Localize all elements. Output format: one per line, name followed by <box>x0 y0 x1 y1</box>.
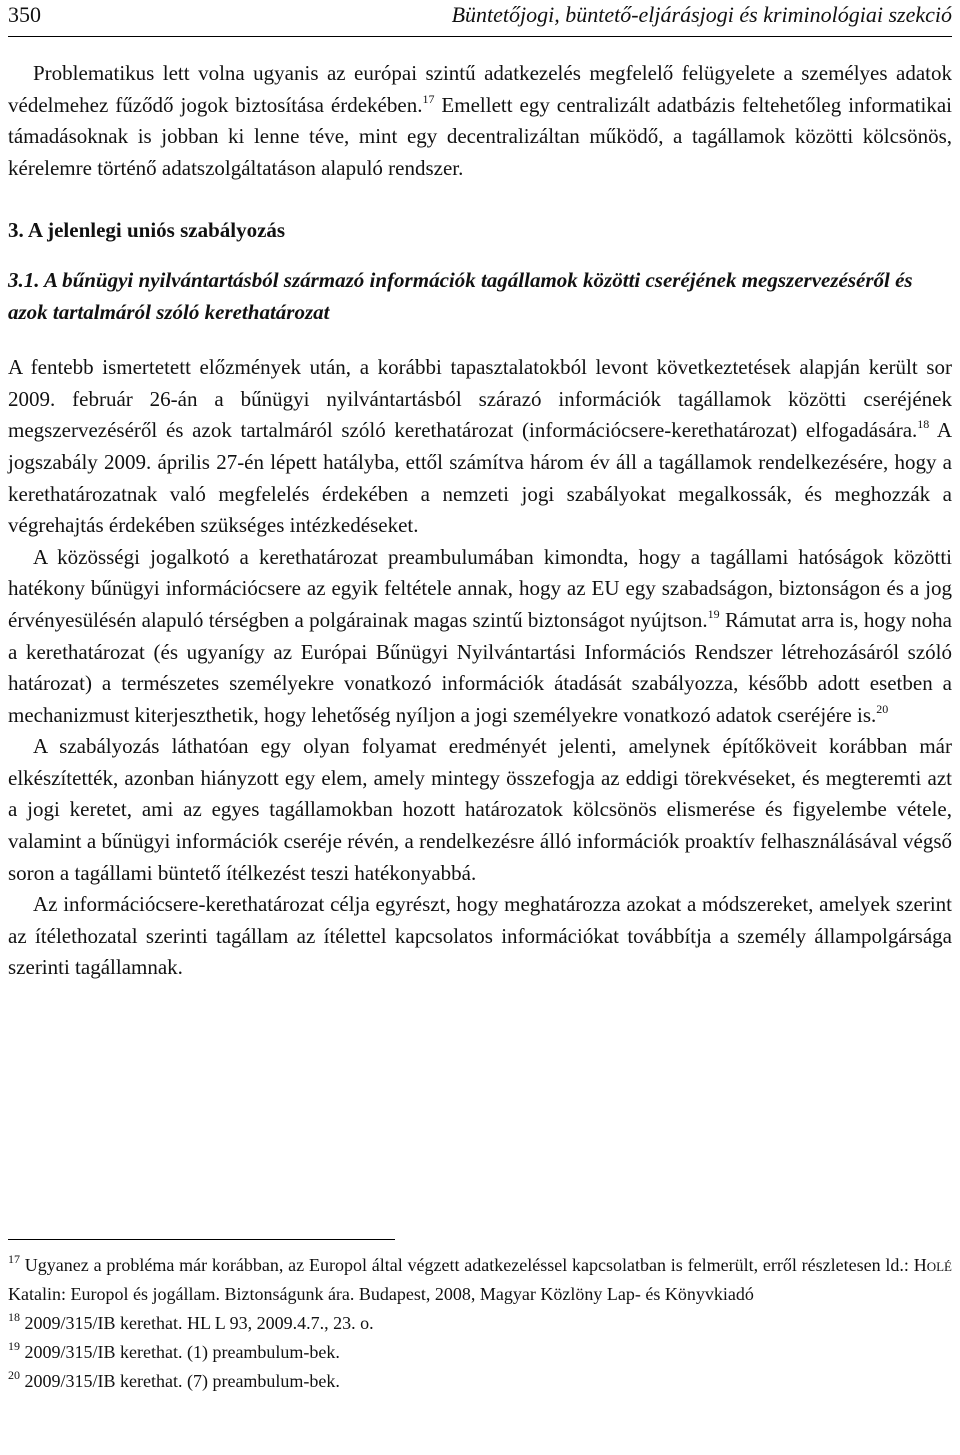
paragraph-2 <box>8 352 952 542</box>
text-span: Problematikus lett volna ugyanis az európai szintű adatkezelés megfelelő felügyelete a személyes adatok védelmehez fűződő jogok biztosítása érdekében. <box>8 61 952 117</box>
running-title: Büntetőjogi, büntető-eljárásjogi és kriminológiai szekció <box>451 2 952 27</box>
text-span: Rámutat arra is, hogy noha a kerethatározat (és ugyanígy az Európai Bűnügyi Nyilvántartási Információs Rendszer létrehozásáról szóló határozat) a természetes személyekre vonatkozó információk átadását szabályozza, később adott esetben a mechanizmust kiterjeszthetik, hogy lehetőség nyíljon a jogi személyekre vonatkozó adatok cseréjére is. <box>8 607 953 727</box>
footnote-ref-18[interactable]: 18 <box>917 417 930 432</box>
text-span: 2009/315/IB kerethat. HL L 93, 2009.4.7., 23. o. <box>20 1313 374 1333</box>
paragraph-4: A szabályozás láthatóan egy olyan folyamat eredményét jelenti, amelynek építőköveit korábban már elkészítették, azonban hiányzott egy elem, amely mintegy összefogja az eddigi törekvéseket, és megteremti azt a jogi keretet, ami az egyes tagállamokban hozott határozatok kölcsönös elismerése és figyelembe vétele, valamint a bűnügyi információk cseréje révén, a rendelkezésre álló információk proaktív felhasználásával végső soron a tagállami büntető ítélkezést teszi hatékonyabbá. <box>8 734 952 885</box>
footnote-number: 19 <box>8 1339 20 1353</box>
paragraph-3 <box>8 542 952 732</box>
text-span: Katalin: Europol és jogállam. Biztonságunk ára. Budapest, 2008, Magyar Közlöny Lap- és Könyvkiadó <box>8 1284 754 1304</box>
footnote-17 <box>8 1251 952 1309</box>
footnote-19 <box>8 1338 952 1367</box>
footnote-number: 20 <box>8 1368 20 1382</box>
subsection-heading: 3.1. A bűnügyi nyilvántartásból származó információk tagállamok közötti cseréjének megszervezéséről és azok tartalmáról szóló kerethatározat <box>8 267 913 324</box>
section-heading: 3. A jelenlegi uniós szabályozás <box>8 218 286 243</box>
text-span: 2009/315/IB kerethat. (7) preambulum-bek. <box>20 1371 340 1391</box>
paragraph-intro <box>8 58 952 184</box>
footnote-divider <box>8 1239 395 1240</box>
footnote-20 <box>8 1367 952 1396</box>
footnote-ref-17[interactable]: 17 <box>422 91 435 106</box>
footnotes <box>8 1251 952 1396</box>
footnote-number: 17 <box>8 1252 20 1266</box>
body-text <box>8 58 952 984</box>
footnote-ref-19[interactable]: 19 <box>707 606 720 621</box>
author-name: Holé <box>913 1255 952 1275</box>
page-number: 350 <box>8 2 41 27</box>
text-span: A jogszabály 2009. április 27-én lépett hatályba, ettől számítva három év áll a tagállamok rendelkezésére, hogy a kerethatározatnak való megfelelés érdekében a nemzeti jogi szabályokat megalkossák, és meghozzák a végrehajtás érdekében szükséges intézkedéseket. <box>8 418 952 538</box>
footnote-ref-20[interactable]: 20 <box>876 701 889 716</box>
page-header <box>8 0 952 37</box>
footnote-18 <box>8 1309 952 1338</box>
footnote-number: 18 <box>8 1310 20 1324</box>
text-span: Ugyanez a probléma már korábban, az Europol által végzett adatkezeléssel kapcsolatban is felmerült, erről részletesen ld.: <box>20 1255 914 1275</box>
text-span: 2009/315/IB kerethat. (1) preambulum-bek. <box>20 1342 340 1362</box>
text-span: A fentebb ismertetett előzmények után, a korábbi tapasztalatokból levont következtetések alapján került sor 2009. február 26-án a bűnügyi nyilvántartásból szárazó információk tagállamok közötti cseréjének megszervezéséről és azok tartalmáról szóló kerethatározat (információcsere-kerethatározat) elfogadására. <box>8 355 952 443</box>
paragraph-5: Az információcsere-kerethatározat célja egyrészt, hogy meghatározza azokat a módszereket, amelyek szerint az ítélethozatal szerinti tagállam az ítélettel kapcsolatos információkat továbbítja a személy állampolgársága szerinti tagállamnak. <box>8 892 952 980</box>
text-span: Emellett egy centralizált adatbázis feltehetőleg informatikai támadásoknak is jobban ki lenne téve, mint egy decentralizáltan működő, a tagállamok közötti kölcsönös, kérelemre történő adatszolgáltatáson alapuló rendszer. <box>8 92 952 180</box>
text-span: A közösségi jogalkotó a kerethatározat preambulumában kimondta, hogy a tagállami hatóságok közötti hatékony bűnügyi információcsere az egyik feltétele annak, hogy az EU egy szabadságon, biztonságon és a jog érvényesülésén alapuló térségben a polgárainak magas szintű biztonságot nyújtson. <box>8 544 952 632</box>
